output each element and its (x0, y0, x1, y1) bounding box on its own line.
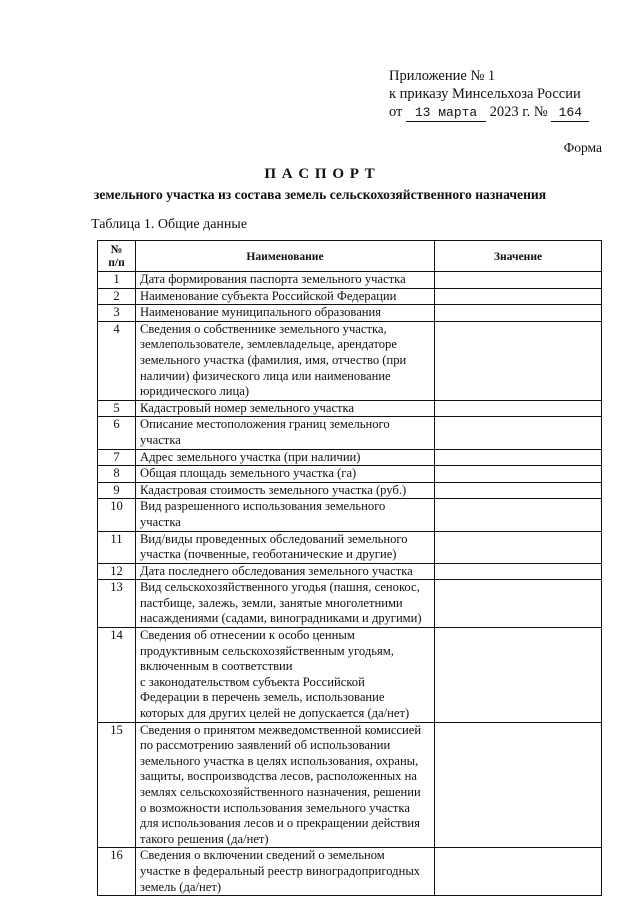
row-name-line: Федерации в перечень земель, использование (140, 690, 385, 705)
row-number: 14 (98, 628, 136, 723)
row-name-line: Кадастровая стоимость земельного участка (руб.) (140, 482, 407, 497)
general-data-table (97, 240, 602, 896)
row-name-line: с законодательством субъекта Российской (140, 674, 365, 689)
document-subtitle: земельного участка из состава земель сельскохозяйственного назначения (93, 187, 547, 202)
table-header-row (98, 241, 602, 272)
row-name (136, 321, 435, 400)
row-name (136, 628, 435, 723)
row-number: 13 (98, 580, 136, 628)
appendix-line3 (389, 104, 589, 122)
row-name-line: Сведения о собственнике земельного участка, (140, 321, 387, 336)
row-name-line: Вид сельскохозяйственного угодья (пашня, сенокос, (140, 580, 420, 595)
row-number: 16 (98, 848, 136, 896)
row-number: 1 (98, 272, 136, 289)
row-value-field[interactable] (435, 321, 602, 400)
row-name-line: Адрес земельного участка (при наличии) (140, 449, 361, 464)
row-name (136, 580, 435, 628)
row-name (136, 563, 435, 580)
appendix-prefix: от (389, 104, 403, 120)
appendix-line1: Приложение № 1 (389, 68, 496, 84)
row-name (136, 305, 435, 322)
table-row (98, 482, 602, 499)
row-number: 5 (98, 400, 136, 417)
row-name-line: Наименование муниципального образования (140, 305, 382, 320)
row-name-line: Вид/виды проведенных обследований земельного (140, 531, 408, 546)
row-value-field[interactable] (435, 628, 602, 723)
row-name-line: включенным в соответствии (140, 659, 293, 674)
row-name-line: защиты, воспроизводства лесов, расположенных на (140, 769, 417, 784)
row-number: 12 (98, 563, 136, 580)
row-number: 4 (98, 321, 136, 400)
row-number: 15 (98, 722, 136, 848)
row-value-field[interactable] (435, 449, 602, 466)
form-label: Форма (563, 140, 602, 155)
table-row (98, 321, 602, 400)
table-row (98, 400, 602, 417)
row-name-line: о возможности использования земельного участка (140, 800, 410, 815)
row-name (136, 722, 435, 848)
order-year: 2023 г. № (489, 104, 548, 120)
row-name-line: наличии) физического лица или наименование (140, 368, 391, 383)
table-row (98, 531, 602, 563)
row-name (136, 288, 435, 305)
row-name-line: насаждениями (садами, виноградниками и другими) (140, 611, 422, 626)
row-name (136, 449, 435, 466)
order-number: 164 (551, 104, 589, 122)
row-name-line: Сведения об отнесении к особо ценным (140, 628, 355, 643)
row-name-line: Сведения о принятом межведомственной комиссией (140, 722, 422, 737)
row-value-field[interactable] (435, 499, 602, 531)
row-name-line: по рассмотрению заявлений об использовании (140, 738, 391, 753)
row-value-field[interactable] (435, 580, 602, 628)
row-value-field[interactable] (435, 305, 602, 322)
row-name (136, 466, 435, 483)
row-name-line: землепользователе, землевладельце, арендаторе (140, 337, 397, 352)
row-number: 9 (98, 482, 136, 499)
row-number: 10 (98, 499, 136, 531)
document-title: П А С П О Р Т (264, 166, 376, 182)
row-name-line: участка (почвенные, геоботанические и другие) (140, 547, 397, 562)
row-number: 3 (98, 305, 136, 322)
row-number: 6 (98, 417, 136, 449)
row-name (136, 417, 435, 449)
row-name (136, 531, 435, 563)
table-caption: Таблица 1. Общие данные (91, 217, 248, 232)
row-name-line: Описание местоположения границ земельного (140, 417, 390, 432)
table-row (98, 417, 602, 449)
row-name-line: Дата формирования паспорта земельного участка (140, 272, 406, 286)
header-num (98, 241, 136, 272)
row-value-field[interactable] (435, 848, 602, 896)
row-name-line: которых для других целей не допускается (да/нет) (140, 706, 410, 721)
table-row (98, 288, 602, 305)
table-row (98, 449, 602, 466)
row-value-field[interactable] (435, 400, 602, 417)
row-value-field[interactable] (435, 563, 602, 580)
row-name (136, 272, 435, 289)
row-number: 7 (98, 449, 136, 466)
row-name-line: для использования лесов и о прекращении действия (140, 816, 420, 831)
row-number: 11 (98, 531, 136, 563)
row-name-line: Дата последнего обследования земельного участка (140, 563, 413, 578)
row-name-line: земельного участка в целях использования, охраны, (140, 753, 419, 768)
row-value-field[interactable] (435, 272, 602, 289)
table-row (98, 848, 602, 896)
row-name-line: участке в федеральный реестр виноградопригодных (140, 863, 421, 878)
row-name (136, 482, 435, 499)
row-number: 2 (98, 288, 136, 305)
table-row (98, 628, 602, 723)
row-name-line: пастбище, залежь, земли, занятые многолетними (140, 595, 403, 610)
header-value: Значение (435, 241, 602, 272)
order-date: 13 марта (406, 104, 486, 122)
row-value-field[interactable] (435, 722, 602, 848)
row-name-line: Общая площадь земельного участка (га) (140, 466, 357, 481)
header-num-line2: п/п (108, 256, 125, 269)
row-name-line: землях сельскохозяйственного назначения, решении (140, 785, 421, 799)
appendix-line2: к приказу Минсельхоза России (389, 86, 581, 102)
row-name-line: продуктивным сельскохозяйственным угодьям, (140, 643, 394, 658)
row-name-line: земельного участка (фамилия, имя, отчество (при (140, 352, 407, 367)
row-value-field[interactable] (435, 417, 602, 449)
row-value-field[interactable] (435, 482, 602, 499)
table-row (98, 466, 602, 483)
row-value-field[interactable] (435, 288, 602, 305)
row-name-line: юридического лица) (140, 384, 250, 399)
row-name-line: участка (140, 514, 181, 529)
row-name-line: Наименование субъекта Российской Федерации (140, 288, 397, 303)
row-name-line: Вид разрешенного использования земельного (140, 499, 386, 514)
row-name (136, 499, 435, 531)
row-number: 8 (98, 466, 136, 483)
row-name-line: такого решения (да/нет) (140, 831, 269, 846)
row-name-line: Кадастровый номер земельного участка (140, 400, 355, 415)
row-name-line: Сведения о включении сведений о земельном (140, 848, 385, 863)
table-row (98, 722, 602, 848)
row-name-line: участка (140, 432, 181, 447)
header-name: Наименование (136, 241, 435, 272)
row-value-field[interactable] (435, 466, 602, 483)
table-row (98, 272, 602, 289)
table-row (98, 563, 602, 580)
row-name-line: земель (да/нет) (140, 879, 222, 894)
table-row (98, 499, 602, 531)
header-num-line1: № (110, 243, 123, 256)
table-row (98, 580, 602, 628)
table-row (98, 305, 602, 322)
row-value-field[interactable] (435, 531, 602, 563)
row-name (136, 400, 435, 417)
row-name (136, 848, 435, 896)
